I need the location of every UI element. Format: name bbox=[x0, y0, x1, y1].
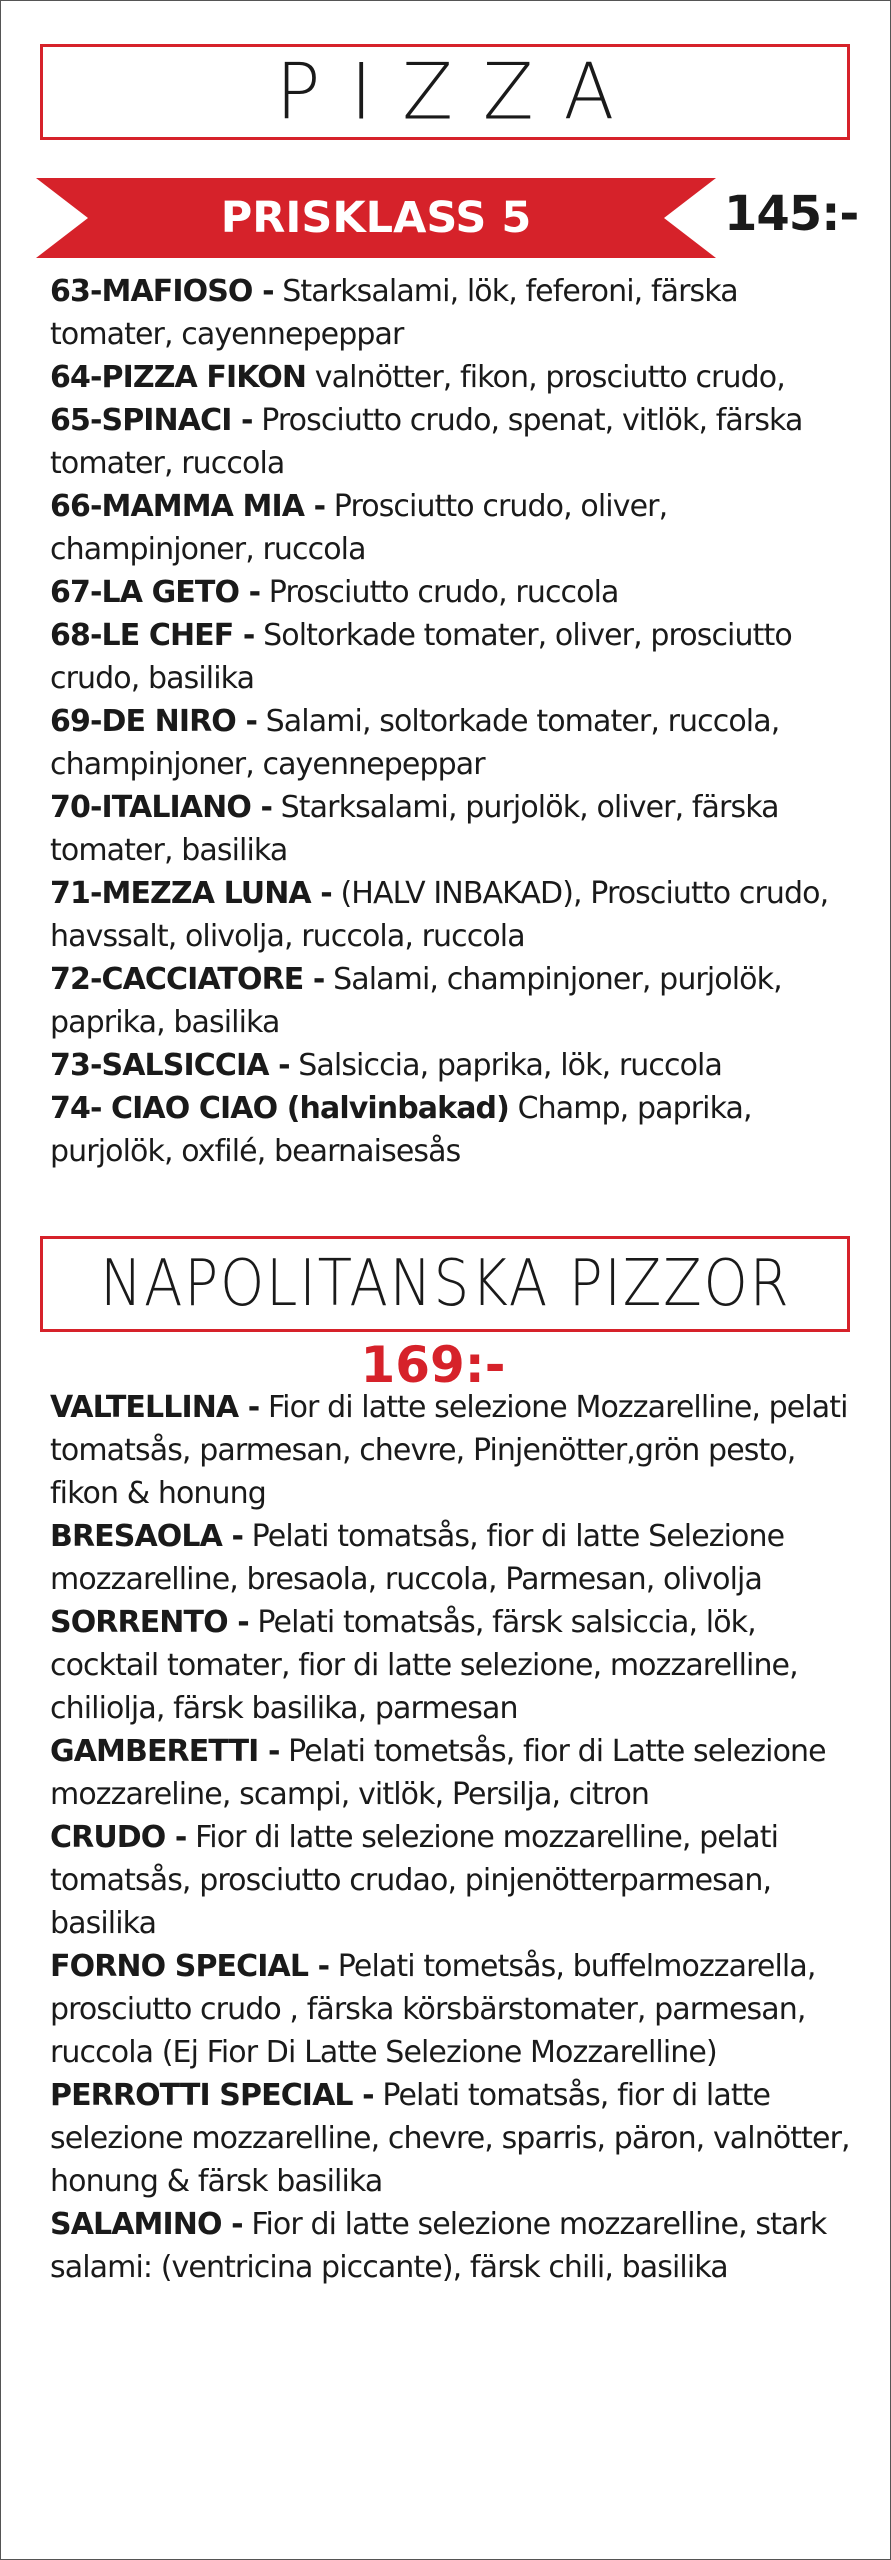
pizza-price: 145:- bbox=[724, 186, 859, 242]
menu-item bbox=[50, 356, 865, 399]
item-name: GAMBERETTI - bbox=[50, 1734, 280, 1769]
item-name: 74- CIAO CIAO (halvinbakad) bbox=[50, 1091, 509, 1126]
item-description: Prosciutto crudo, spenat, vitlök, färska tomater, ruccola bbox=[50, 403, 803, 481]
item-description: Pelati tometsås, buffelmozzarella, prosciutto crudo , färska körsbärstomater, parmesan, ruccola (Ej Fior Di Latte Selezione Mozzarelline) bbox=[50, 1949, 816, 2070]
item-name: 71-MEZZA LUNA - bbox=[50, 876, 332, 911]
menu-item bbox=[50, 1515, 865, 1601]
item-description: Soltorkade tomater, oliver, prosciutto crudo, basilika bbox=[50, 618, 792, 696]
item-name: PERROTTI SPECIAL - bbox=[50, 2078, 374, 2113]
menu-item bbox=[50, 571, 865, 614]
prisklass-banner bbox=[36, 178, 716, 258]
pizza-title: PIZZA bbox=[275, 46, 645, 138]
napolitanska-price: 169:- bbox=[360, 1336, 506, 1394]
menu-item bbox=[50, 1601, 865, 1730]
item-description: Champ, paprika, purjolök, oxfilé, bearnaisesås bbox=[50, 1091, 752, 1169]
item-name: SORRENTO - bbox=[50, 1605, 249, 1640]
menu-item bbox=[50, 1386, 865, 1515]
menu-item bbox=[50, 485, 865, 571]
item-description: Salsiccia, paprika, lök, ruccola bbox=[289, 1048, 722, 1083]
item-name: 67-LA GETO - bbox=[50, 575, 261, 610]
item-description: Pelati tomatsås, färsk salsiccia, lök, cocktail tomater, fior di latte selezione, mozzarelline, chiliolja, färsk basilika, parmesan bbox=[50, 1605, 798, 1726]
item-name: 70-ITALIANO - bbox=[50, 790, 273, 825]
item-name: 73-SALSICCIA - bbox=[50, 1048, 290, 1083]
menu-item bbox=[50, 614, 865, 700]
item-description: Salami, soltorkade tomater, ruccola, champinjoner, cayennepeppar bbox=[50, 704, 780, 782]
menu-item bbox=[50, 399, 865, 485]
napolitanska-title: NAPOLITANSKA PIZZOR bbox=[99, 1247, 791, 1321]
item-description: Prosciutto crudo, ruccola bbox=[260, 575, 619, 610]
menu-item bbox=[50, 958, 865, 1044]
item-description: Fior di latte selezione mozzarelline, pelati tomatsås, prosciutto crudao, pinjenötterparmesan, basilika bbox=[50, 1820, 779, 1941]
item-name: CRUDO - bbox=[50, 1820, 187, 1855]
item-description: Pelati tomatsås, fior di latte selezione mozzarelline, chevre, sparris, päron, valnötter, honung & färsk basilika bbox=[50, 2078, 850, 2199]
item-name: FORNO SPECIAL - bbox=[50, 1949, 330, 1984]
menu-item bbox=[50, 872, 865, 958]
item-description: Starksalami, lök, feferoni, färska tomater, cayennepeppar bbox=[50, 274, 738, 352]
menu-item bbox=[50, 1044, 865, 1087]
item-description: Prosciutto crudo, oliver, champinjoner, ruccola bbox=[50, 489, 668, 567]
prisklass-label: PRISKLASS 5 bbox=[220, 193, 532, 243]
pizza-title-box bbox=[40, 44, 850, 140]
item-description: Pelati tometsås, fior di Latte selezione mozzareline, scampi, vitlök, Persilja, citron bbox=[50, 1734, 826, 1812]
item-name: 72-CACCIATORE - bbox=[50, 962, 325, 997]
napolitanska-title-box bbox=[40, 1236, 850, 1332]
menu-item bbox=[50, 1087, 865, 1173]
item-description: Fior di latte selezione Mozzarelline, pelati tomatsås, parmesan, chevre, Pinjenötter,grön pesto, fikon & honung bbox=[50, 1390, 848, 1511]
item-name: SALAMINO - bbox=[50, 2207, 243, 2242]
menu-item bbox=[50, 2074, 865, 2203]
menu-item bbox=[50, 700, 865, 786]
item-name: 65-SPINACI - bbox=[50, 403, 253, 438]
item-description: Pelati tomatsås, fior di latte Selezione mozzarelline, bresaola, ruccola, Parmesan, olivolja bbox=[50, 1519, 785, 1597]
item-description: Salami, champinjoner, purjolök, paprika, basilika bbox=[50, 962, 782, 1040]
item-name: BRESAOLA - bbox=[50, 1519, 244, 1554]
item-name: 63-MAFIOSO - bbox=[50, 274, 274, 309]
item-name: 64-PIZZA FIKON bbox=[50, 360, 307, 395]
menu-item bbox=[50, 270, 865, 356]
pizza-menu-list bbox=[50, 270, 865, 1173]
item-name: VALTELLINA - bbox=[50, 1390, 260, 1425]
item-description: valnötter, fikon, prosciutto crudo, bbox=[306, 360, 785, 395]
menu-item bbox=[50, 1945, 865, 2074]
menu-item bbox=[50, 1730, 865, 1816]
menu-item bbox=[50, 2203, 865, 2289]
item-description: Fior di latte selezione mozzarelline, stark salami: (ventricina piccante), färsk chili, basilika bbox=[50, 2207, 827, 2285]
item-description: (HALV INBAKAD), Prosciutto crudo, havssalt, olivolja, ruccola, ruccola bbox=[50, 876, 829, 954]
menu-item bbox=[50, 1816, 865, 1945]
menu-item bbox=[50, 786, 865, 872]
napolitanska-menu-list bbox=[50, 1386, 865, 2289]
item-name: 69-DE NIRO - bbox=[50, 704, 258, 739]
item-name: 66-MAMMA MIA - bbox=[50, 489, 326, 524]
item-description: Starksalami, purjolök, oliver, färska tomater, basilika bbox=[50, 790, 779, 868]
item-name: 68-LE CHEF - bbox=[50, 618, 255, 653]
